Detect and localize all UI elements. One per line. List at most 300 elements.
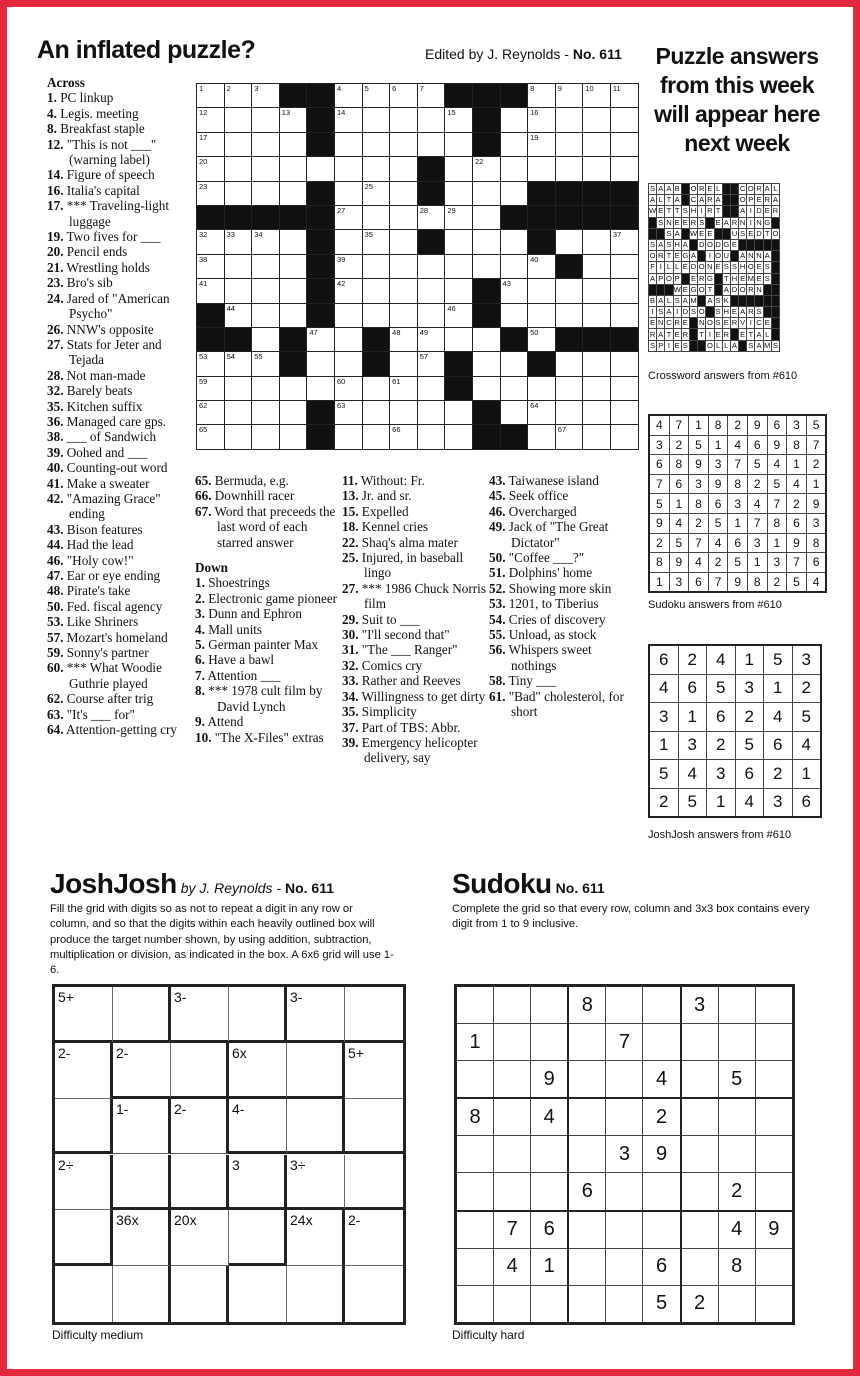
crossword-cell[interactable] (445, 108, 473, 132)
joshjosh-cell[interactable] (113, 1266, 171, 1322)
crossword-cell[interactable] (555, 401, 583, 425)
crossword-cell[interactable] (500, 303, 528, 327)
sudoku-cell[interactable] (531, 986, 569, 1024)
crossword-cell[interactable] (279, 401, 307, 425)
crossword-cell[interactable] (362, 254, 390, 278)
joshjosh-cell[interactable] (55, 1155, 113, 1211)
crossword-cell[interactable] (252, 84, 280, 108)
crossword-cell[interactable] (307, 352, 335, 376)
crossword-cell[interactable] (583, 84, 611, 108)
crossword-cell[interactable] (334, 376, 362, 400)
crossword-cell[interactable] (334, 401, 362, 425)
joshjosh-cell[interactable] (345, 987, 403, 1043)
joshjosh-cell[interactable] (345, 1099, 403, 1155)
joshjosh-cell[interactable] (55, 1266, 113, 1322)
joshjosh-cell[interactable] (171, 1043, 229, 1099)
crossword-cell[interactable] (334, 205, 362, 229)
crossword-cell[interactable] (252, 401, 280, 425)
crossword-cell[interactable] (197, 376, 225, 400)
crossword-cell[interactable] (197, 352, 225, 376)
crossword-cell[interactable] (334, 352, 362, 376)
crossword-cell[interactable] (224, 376, 252, 400)
crossword-cell[interactable] (417, 132, 445, 156)
crossword-cell[interactable] (362, 401, 390, 425)
joshjosh-cell[interactable] (229, 1155, 287, 1211)
crossword-cell[interactable] (224, 108, 252, 132)
crossword-cell[interactable] (390, 254, 418, 278)
crossword-cell[interactable] (528, 425, 556, 449)
sudoku-cell[interactable] (718, 1098, 755, 1136)
sudoku-cell[interactable] (718, 986, 755, 1024)
sudoku-cell[interactable] (456, 1136, 494, 1173)
crossword-cell[interactable] (610, 376, 638, 400)
sudoku-cell[interactable] (755, 986, 793, 1024)
crossword-cell[interactable] (224, 181, 252, 205)
crossword-black-cell (197, 205, 225, 229)
crossword-cell[interactable] (390, 205, 418, 229)
crossword-cell[interactable] (555, 108, 583, 132)
sudoku-cell[interactable] (494, 1061, 531, 1099)
crossword-cell[interactable] (362, 279, 390, 303)
joshjosh-cell[interactable] (171, 1210, 229, 1266)
joshjosh-cell[interactable] (113, 1210, 171, 1266)
crossword-cell[interactable] (500, 279, 528, 303)
sudoku-cell[interactable] (755, 1173, 793, 1211)
crossword-cell[interactable] (279, 157, 307, 181)
crossword-cell[interactable] (555, 425, 583, 449)
crossword-cell[interactable] (610, 132, 638, 156)
crossword-cell[interactable] (252, 425, 280, 449)
crossword-cell[interactable] (334, 425, 362, 449)
crossword-cell[interactable] (555, 303, 583, 327)
crossword-cell[interactable] (252, 181, 280, 205)
crossword-cell[interactable] (390, 425, 418, 449)
crossword-cell[interactable] (555, 376, 583, 400)
crossword-cell[interactable] (390, 401, 418, 425)
crossword-cell[interactable] (417, 352, 445, 376)
crossword-cell[interactable] (334, 254, 362, 278)
sudoku-cell[interactable] (643, 986, 681, 1024)
crossword-cell[interactable] (500, 352, 528, 376)
joshjosh-cell[interactable] (171, 1099, 229, 1155)
crossword-cell[interactable] (417, 108, 445, 132)
joshjosh-cell[interactable] (287, 1210, 345, 1266)
crossword-cell[interactable] (528, 401, 556, 425)
sudoku-cell[interactable] (494, 1285, 531, 1323)
joshjosh-cell[interactable] (113, 987, 171, 1043)
crossword-cell[interactable] (279, 230, 307, 254)
crossword-cell[interactable] (417, 303, 445, 327)
sudoku-cell[interactable] (456, 1211, 494, 1249)
sudoku-cell[interactable] (531, 1173, 569, 1211)
crossword-cell[interactable] (417, 401, 445, 425)
crossword-cell[interactable] (224, 132, 252, 156)
crossword-cell[interactable] (417, 425, 445, 449)
crossword-cell[interactable] (555, 279, 583, 303)
sudoku-number: No. 611 (555, 880, 605, 896)
sudoku-cell[interactable] (494, 1173, 531, 1211)
prev-joshjosh-cell: 6 (707, 703, 736, 732)
crossword-cell[interactable] (500, 157, 528, 181)
joshjosh-cell[interactable] (171, 1155, 229, 1211)
crossword-cell[interactable] (224, 279, 252, 303)
crossword-cell[interactable] (500, 132, 528, 156)
crossword-cell[interactable] (555, 352, 583, 376)
sudoku-cell[interactable] (755, 1285, 793, 1323)
crossword-cell[interactable] (224, 254, 252, 278)
sudoku-cell[interactable] (568, 1024, 606, 1061)
crossword-cell[interactable] (528, 84, 556, 108)
crossword-cell[interactable] (445, 157, 473, 181)
joshjosh-cell[interactable] (287, 987, 345, 1043)
crossword-cell[interactable] (362, 425, 390, 449)
sudoku-cell[interactable] (494, 1098, 531, 1136)
sudoku-cell[interactable] (494, 1024, 531, 1061)
crossword-cell[interactable] (528, 157, 556, 181)
sudoku-cell[interactable] (606, 1173, 643, 1211)
crossword-cell[interactable] (528, 108, 556, 132)
sudoku-cell[interactable] (681, 1248, 719, 1285)
sudoku-cell[interactable] (755, 1061, 793, 1099)
crossword-cell[interactable] (390, 132, 418, 156)
crossword-cell[interactable] (445, 425, 473, 449)
crossword-cell[interactable] (279, 279, 307, 303)
sudoku-cell[interactable] (755, 1098, 793, 1136)
crossword-cell[interactable] (279, 425, 307, 449)
sudoku-cell[interactable] (755, 1248, 793, 1285)
crossword-cell[interactable] (583, 157, 611, 181)
sudoku-cell[interactable] (568, 1211, 606, 1249)
sudoku-cell[interactable] (456, 1248, 494, 1285)
prev-sudoku-cell: 5 (787, 572, 807, 592)
crossword-cell[interactable] (390, 108, 418, 132)
sudoku-cell[interactable] (718, 1285, 755, 1323)
crossword-cell[interactable] (445, 254, 473, 278)
crossword-cell[interactable] (610, 352, 638, 376)
joshjosh-cell[interactable] (287, 1043, 345, 1099)
joshjosh-cell[interactable] (345, 1043, 403, 1099)
crossword-cell[interactable] (362, 84, 390, 108)
joshjosh-cell[interactable] (113, 1043, 171, 1099)
sudoku-cell[interactable] (531, 1136, 569, 1173)
crossword-cell[interactable] (390, 279, 418, 303)
crossword-cell[interactable] (224, 84, 252, 108)
crossword-cell[interactable] (390, 230, 418, 254)
crossword-cell[interactable] (334, 132, 362, 156)
sudoku-cell[interactable] (606, 1098, 643, 1136)
crossword-cell[interactable] (252, 352, 280, 376)
crossword-cell[interactable] (583, 254, 611, 278)
crossword-cell[interactable] (528, 279, 556, 303)
crossword-cell[interactable] (252, 254, 280, 278)
crossword-cell[interactable] (197, 132, 225, 156)
crossword-cell[interactable] (610, 279, 638, 303)
crossword-cell[interactable] (445, 401, 473, 425)
crossword-cell[interactable] (307, 376, 335, 400)
sudoku-cell[interactable] (681, 1061, 719, 1099)
crossword-cell[interactable] (528, 376, 556, 400)
sudoku-cell[interactable] (643, 1173, 681, 1211)
clue-text: *** Traveling-light luggage (63, 198, 169, 229)
sudoku-cell[interactable] (681, 1136, 719, 1173)
sudoku-cell[interactable] (456, 1061, 494, 1099)
prev-crossword-cell: E (682, 217, 688, 227)
crossword-cell[interactable] (445, 303, 473, 327)
crossword-cell[interactable] (279, 181, 307, 205)
sudoku-cell[interactable] (606, 1061, 643, 1099)
sudoku-cell[interactable] (606, 986, 643, 1024)
prev-sudoku-cell: 4 (649, 415, 669, 435)
crossword-cell[interactable] (445, 205, 473, 229)
crossword-cell[interactable] (362, 157, 390, 181)
sudoku-cell[interactable] (643, 1024, 681, 1061)
crossword-cell[interactable] (279, 254, 307, 278)
joshjosh-cell[interactable] (229, 1266, 287, 1322)
crossword-cell[interactable] (390, 376, 418, 400)
crossword-cell[interactable] (583, 425, 611, 449)
crossword-cell[interactable] (197, 401, 225, 425)
down-clue (489, 550, 629, 565)
crossword-cell[interactable] (583, 376, 611, 400)
joshjosh-cell[interactable] (55, 1099, 113, 1155)
crossword-cell[interactable] (610, 108, 638, 132)
prev-crossword-cell: N (756, 251, 762, 261)
crossword-cell[interactable] (224, 230, 252, 254)
prev-joshjosh-cell: 4 (707, 645, 736, 674)
crossword-cell[interactable] (252, 157, 280, 181)
crossword-cell[interactable] (583, 303, 611, 327)
crossword-cell[interactable] (197, 425, 225, 449)
down-clue (489, 473, 629, 488)
crossword-cell[interactable] (252, 376, 280, 400)
joshjosh-cell[interactable] (345, 1155, 403, 1211)
crossword-cell[interactable] (472, 157, 500, 181)
crossword-cell[interactable] (445, 132, 473, 156)
crossword-cell[interactable] (252, 303, 280, 327)
crossword-cell[interactable] (472, 254, 500, 278)
crossword-cell[interactable] (472, 352, 500, 376)
crossword-cell[interactable] (583, 230, 611, 254)
crossword-cell[interactable] (583, 132, 611, 156)
crossword-cell[interactable] (224, 157, 252, 181)
crossword-cell[interactable] (252, 230, 280, 254)
crossword-cell[interactable] (555, 84, 583, 108)
sudoku-cell[interactable] (755, 1024, 793, 1061)
crossword-cell[interactable] (500, 108, 528, 132)
crossword-cell[interactable] (252, 108, 280, 132)
crossword-cell[interactable] (390, 157, 418, 181)
crossword-cell[interactable] (362, 132, 390, 156)
crossword-cell[interactable] (500, 181, 528, 205)
joshjosh-cell[interactable] (55, 1210, 113, 1266)
sudoku-cell[interactable] (531, 1285, 569, 1323)
crossword-cell[interactable] (390, 352, 418, 376)
joshjosh-cell[interactable] (55, 987, 113, 1043)
crossword-cell[interactable] (555, 230, 583, 254)
crossword-cell[interactable] (445, 327, 473, 351)
crossword-cell[interactable] (334, 108, 362, 132)
crossword-cell[interactable] (472, 181, 500, 205)
crossword-cell[interactable] (528, 132, 556, 156)
crossword-grid (196, 83, 639, 450)
prev-crossword-cell: I (649, 307, 657, 318)
joshjosh-cell[interactable] (113, 1099, 171, 1155)
crossword-cell[interactable] (610, 254, 638, 278)
crossword-cell[interactable] (334, 303, 362, 327)
crossword-cell[interactable] (252, 279, 280, 303)
crossword-cell[interactable] (252, 327, 280, 351)
crossword-cell[interactable] (197, 254, 225, 278)
crossword-cell[interactable] (610, 425, 638, 449)
crossword-cell[interactable] (445, 230, 473, 254)
crossword-cell[interactable] (334, 230, 362, 254)
joshjosh-cell[interactable] (171, 1266, 229, 1322)
crossword-cell[interactable] (362, 230, 390, 254)
crossword-cell[interactable] (417, 254, 445, 278)
crossword-cell[interactable] (610, 303, 638, 327)
crossword-cell[interactable] (528, 254, 556, 278)
crossword-cell[interactable] (445, 181, 473, 205)
crossword-cell[interactable] (279, 376, 307, 400)
sudoku-cell[interactable] (718, 1024, 755, 1061)
crossword-cell[interactable] (197, 108, 225, 132)
crossword-cell[interactable] (583, 279, 611, 303)
crossword-cell[interactable] (362, 181, 390, 205)
crossword-cell[interactable] (583, 108, 611, 132)
crossword-cell[interactable] (583, 401, 611, 425)
crossword-cell[interactable] (279, 108, 307, 132)
sudoku-cell[interactable] (755, 1136, 793, 1173)
joshjosh-cell[interactable] (113, 1155, 171, 1211)
across-clue (47, 568, 187, 583)
sudoku-cell[interactable] (568, 1098, 606, 1136)
sudoku-cell[interactable] (606, 1285, 643, 1323)
crossword-cell[interactable] (472, 205, 500, 229)
joshjosh-cell[interactable] (229, 1210, 287, 1266)
sudoku-cell[interactable] (681, 1098, 719, 1136)
prev-sudoku-cell: 7 (689, 533, 709, 553)
crossword-cell[interactable] (417, 84, 445, 108)
crossword-cell[interactable] (445, 279, 473, 303)
crossword-cell[interactable] (334, 84, 362, 108)
crossword-cell[interactable] (334, 181, 362, 205)
crossword-cell[interactable] (334, 157, 362, 181)
crossword-cell[interactable] (334, 279, 362, 303)
sudoku-cell[interactable] (568, 1061, 606, 1099)
crossword-cell[interactable] (417, 279, 445, 303)
crossword-cell[interactable] (500, 230, 528, 254)
sudoku-cell[interactable] (531, 1024, 569, 1061)
crossword-cell[interactable] (528, 303, 556, 327)
joshjosh-cell[interactable] (229, 1099, 287, 1155)
sudoku-cell[interactable] (718, 1136, 755, 1173)
crossword-cell[interactable] (500, 254, 528, 278)
joshjosh-cell[interactable] (287, 1155, 345, 1211)
crossword-cell[interactable] (610, 401, 638, 425)
crossword-cell[interactable] (197, 84, 225, 108)
crossword-cell[interactable] (610, 84, 638, 108)
joshjosh-cell[interactable] (287, 1099, 345, 1155)
sudoku-cell[interactable] (494, 1136, 531, 1173)
cage-label: 3- (174, 989, 187, 1005)
crossword-cell[interactable] (417, 376, 445, 400)
sudoku-cell[interactable] (494, 986, 531, 1024)
cell-number: 41 (199, 279, 208, 289)
crossword-cell[interactable] (224, 425, 252, 449)
crossword-cell[interactable] (555, 157, 583, 181)
joshjosh-cell[interactable] (229, 987, 287, 1043)
crossword-cell[interactable] (224, 303, 252, 327)
crossword-cell[interactable] (500, 401, 528, 425)
crossword-cell[interactable] (528, 327, 556, 351)
crossword-cell[interactable] (472, 327, 500, 351)
crossword-cell[interactable] (307, 157, 335, 181)
crossword-cell[interactable] (390, 327, 418, 351)
crossword-cell[interactable] (417, 205, 445, 229)
crossword-cell[interactable] (224, 352, 252, 376)
sudoku-cell[interactable] (456, 1173, 494, 1211)
joshjosh-cell[interactable] (55, 1043, 113, 1099)
crossword-cell[interactable] (362, 205, 390, 229)
crossword-cell[interactable] (472, 376, 500, 400)
sudoku-cell[interactable] (568, 1136, 606, 1173)
crossword-cell[interactable] (279, 303, 307, 327)
crossword-cell[interactable] (252, 132, 280, 156)
crossword-cell[interactable] (334, 327, 362, 351)
joshjosh-number: No. 611 (284, 880, 334, 896)
sudoku-cell[interactable] (681, 1211, 719, 1249)
sudoku-cell[interactable] (456, 986, 494, 1024)
crossword-cell[interactable] (417, 327, 445, 351)
sudoku-cell[interactable] (606, 1248, 643, 1285)
crossword-cell[interactable] (362, 376, 390, 400)
sudoku-cell[interactable] (643, 1211, 681, 1249)
crossword-cell[interactable] (390, 84, 418, 108)
crossword-cell[interactable] (555, 132, 583, 156)
joshjosh-cell[interactable] (171, 987, 229, 1043)
sudoku-cell[interactable] (456, 1285, 494, 1323)
crossword-cell[interactable] (362, 108, 390, 132)
joshjosh-cell[interactable] (345, 1210, 403, 1266)
crossword-cell[interactable] (197, 181, 225, 205)
prev-sudoku-cell: 4 (747, 494, 767, 514)
crossword-cell[interactable] (472, 230, 500, 254)
crossword-cell[interactable] (279, 132, 307, 156)
crossword-cell[interactable] (197, 230, 225, 254)
crossword-cell[interactable] (500, 376, 528, 400)
crossword-cell[interactable] (197, 279, 225, 303)
joshjosh-cell[interactable] (229, 1043, 287, 1099)
sudoku-cell[interactable] (606, 1211, 643, 1249)
sudoku-cell[interactable] (568, 1285, 606, 1323)
crossword-cell[interactable] (362, 303, 390, 327)
crossword-cell[interactable] (197, 157, 225, 181)
sudoku-cell[interactable] (681, 1173, 719, 1211)
crossword-cell[interactable] (583, 352, 611, 376)
sudoku-cell[interactable] (681, 1024, 719, 1061)
joshjosh-cell[interactable] (345, 1266, 403, 1322)
crossword-cell[interactable] (307, 327, 335, 351)
sudoku-cell[interactable] (568, 1248, 606, 1285)
crossword-cell[interactable] (610, 230, 638, 254)
crossword-cell[interactable] (390, 181, 418, 205)
joshjosh-cell[interactable] (287, 1266, 345, 1322)
cage-label: 4- (232, 1100, 245, 1117)
clue-number: 63. (47, 706, 64, 722)
crossword-cell[interactable] (224, 401, 252, 425)
crossword-cell[interactable] (390, 303, 418, 327)
crossword-cell[interactable] (610, 157, 638, 181)
